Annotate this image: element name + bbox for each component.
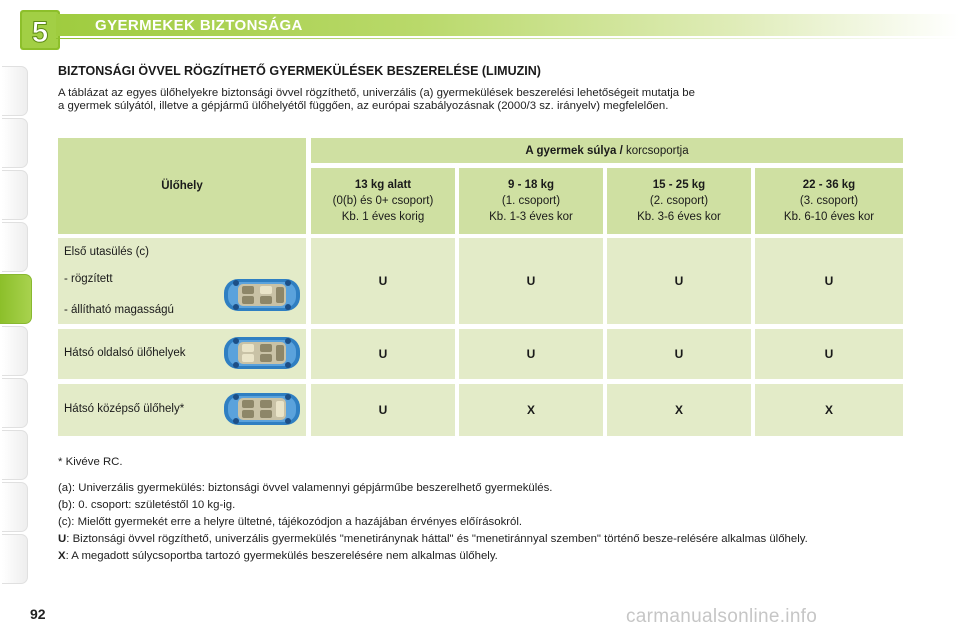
section-title: BIZTONSÁGI ÖVVEL RÖGZÍTHETŐ GYERMEKÜLÉSEK BESZERELÉSE (LIMUZIN) <box>58 64 541 78</box>
column-header <box>607 168 751 234</box>
chapter-tab-10[interactable] <box>2 534 28 584</box>
note-c: (c): Mielőtt gyermekét erre a helyre ültetné, tájékozódjon a hazájában érvényes előírásokról. <box>58 516 523 528</box>
table-cell: U <box>755 238 903 324</box>
column-age: Kb. 3-6 éves kor <box>637 211 721 223</box>
weight-header-rest: korcsoportja <box>622 144 689 157</box>
table-cell: U <box>459 238 603 324</box>
column-age: Kb. 1-3 éves kor <box>489 211 573 223</box>
header-divider <box>56 38 960 39</box>
table-cell: U <box>311 238 455 324</box>
watermark: carmanualsonline.info <box>626 606 818 627</box>
column-weight: 13 kg alatt <box>354 179 412 191</box>
page-number: 92 <box>30 606 46 622</box>
table-cell: X <box>459 384 603 436</box>
column-group: (0(b) és 0+ csoport) <box>332 195 434 207</box>
table-cell: X <box>755 384 903 436</box>
note-u <box>58 532 910 546</box>
table-row-label-cell <box>58 384 306 436</box>
note-x-text: : A megadott súlycsoportba tartozó gyermekülés beszerelésére nem alkalmas ülőhely. <box>65 550 498 562</box>
note-u-text: : Biztonsági övvel rögzíthető, univerzális gyermekülés "menetiránynak háttal" és "menetiránnyal szemben" történő besze-relésére alkalmas ülőhely. <box>66 533 808 545</box>
row-label: Hátsó középső ülőhely* <box>64 403 185 415</box>
row-label: Hátsó oldalsó ülőhelyek <box>64 347 186 359</box>
note-x <box>58 549 910 563</box>
row-sublabel: - állítható magasságú <box>64 304 174 316</box>
chapter-tab-3[interactable] <box>2 170 28 220</box>
car-seat-diagram-icon <box>222 333 302 373</box>
table-cell: U <box>607 329 751 379</box>
chapter-tab-5-active[interactable] <box>0 274 32 324</box>
note-b: (b): 0. csoport: születéstől 10 kg-ig. <box>58 499 236 511</box>
table-cell: U <box>755 329 903 379</box>
chapter-tab-8[interactable] <box>2 430 28 480</box>
intro-line-1: A táblázat az egyes ülőhelyekre biztonsági övvel rögzíthető, univerzális (a) gyermekülések beszerelési lehetőségeit mutatja be <box>58 87 695 99</box>
chapter-tab-4[interactable] <box>2 222 28 272</box>
column-weight: 9 - 18 kg <box>507 179 555 191</box>
column-header <box>459 168 603 234</box>
column-weight: 15 - 25 kg <box>652 179 706 191</box>
column-age: Kb. 1 éves korig <box>341 211 425 223</box>
chapter-tab-2[interactable] <box>2 118 28 168</box>
intro-paragraph <box>58 87 910 113</box>
column-group: (1. csoport) <box>501 195 561 207</box>
chapter-tabs <box>0 66 34 576</box>
note-x-key: X <box>58 550 66 562</box>
notes-section <box>58 455 910 566</box>
column-group: (2. csoport) <box>649 195 709 207</box>
table-row-label-cell <box>58 329 306 379</box>
column-age: Kb. 6-10 éves kor <box>783 211 875 223</box>
table-cell: U <box>311 329 455 379</box>
column-header <box>311 168 455 234</box>
weight-header-bold: A gyermek súlya / <box>525 144 623 157</box>
footnote-text: * Kivéve RC. <box>58 456 123 468</box>
weight-group-header <box>311 138 903 163</box>
page-header-title: GYERMEKEK BIZTONSÁGA <box>95 17 303 34</box>
car-seat-diagram-icon <box>222 275 302 315</box>
chapter-number: 5 <box>31 16 49 49</box>
table-cell: X <box>607 384 751 436</box>
row-sublabel: - rögzített <box>64 273 113 285</box>
chapter-tab-9[interactable] <box>2 482 28 532</box>
table-cell: U <box>311 384 455 436</box>
chapter-tab-6[interactable] <box>2 326 28 376</box>
table-cell: U <box>607 238 751 324</box>
note-u-key: U <box>58 533 67 545</box>
intro-line-2: a gyermek súlyától, illetve a gépjármű ülőhelyétől függően, az európai szabályozásnak (2000/3 sz. irányelv) megfelelően. <box>58 100 669 112</box>
table-row-label-cell <box>58 238 306 324</box>
column-group: (3. csoport) <box>799 195 859 207</box>
car-seat-diagram-icon <box>222 389 302 429</box>
row-label: Első utasülés (c) <box>64 246 150 258</box>
seat-column-header: Ülőhely <box>58 138 306 234</box>
column-weight: 22 - 36 kg <box>802 179 856 191</box>
note-a: (a): Univerzális gyermekülés: biztonsági övvel valamennyi gépjárműbe beszerelhető gyermekülés. <box>58 482 553 494</box>
chapter-tab-7[interactable] <box>2 378 28 428</box>
chapter-tab-1[interactable] <box>2 66 28 116</box>
table-cell: U <box>459 329 603 379</box>
column-header <box>755 168 903 234</box>
